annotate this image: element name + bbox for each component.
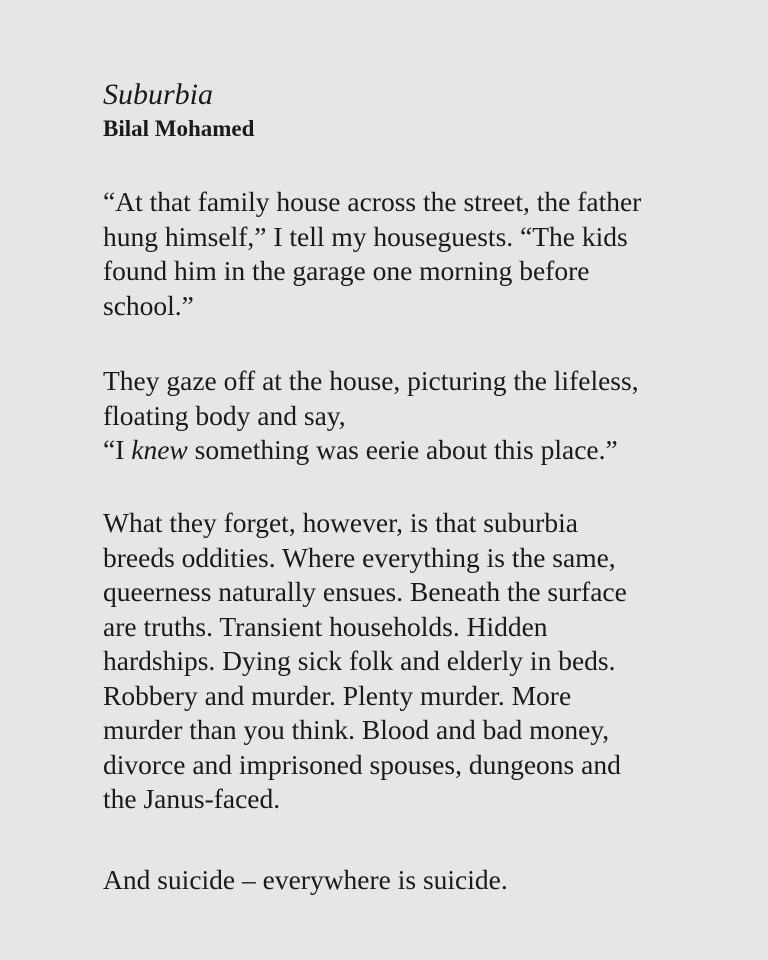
poem-line: And suicide – everywhere is suicide. [103, 864, 508, 895]
stanza-4 [103, 863, 508, 898]
poem-line: floating body and say, [103, 399, 346, 431]
poem-line: queerness naturally ensues. Beneath the surface [103, 576, 627, 607]
emphasized-word: knew [131, 434, 188, 465]
stanza-3 [103, 506, 627, 817]
poem-line: breeds oddities. Where everything is the same, [103, 541, 616, 573]
poem-line: Robbery and murder. Plenty murder. More [103, 679, 572, 711]
poem-line: murder than you think. Blood and bad money, [103, 714, 610, 745]
poem-line: What they forget, however, is that suburbia [103, 507, 578, 538]
poem-line-part: something was eerie about this place.” [187, 434, 618, 465]
poem-line: school.” [103, 289, 194, 321]
poem-line: They gaze off at the house, picturing the lifeless, [103, 365, 639, 396]
poem-line: hardships. Dying sick folk and elderly in beds. [103, 645, 616, 676]
poem-line: found him in the garage one morning before [103, 255, 590, 286]
poem-line: hung himself,” I tell my houseguests. “The kids [103, 220, 628, 252]
poem-title: Suburbia [103, 78, 214, 111]
stanza-1 [103, 185, 641, 323]
poem-line-part: “I [103, 434, 132, 465]
poem-line: the Janus-faced. [103, 783, 281, 814]
poem-author: Bilal Mohamed [103, 116, 255, 141]
poem-line [103, 433, 639, 468]
poem-line: divorce and imprisoned spouses, dungeons and [103, 748, 621, 780]
poem-line: are truths. Transient households. Hidden [103, 610, 548, 642]
poem-line: “At that family house across the street, the father [103, 186, 642, 217]
stanza-2 [103, 364, 639, 468]
